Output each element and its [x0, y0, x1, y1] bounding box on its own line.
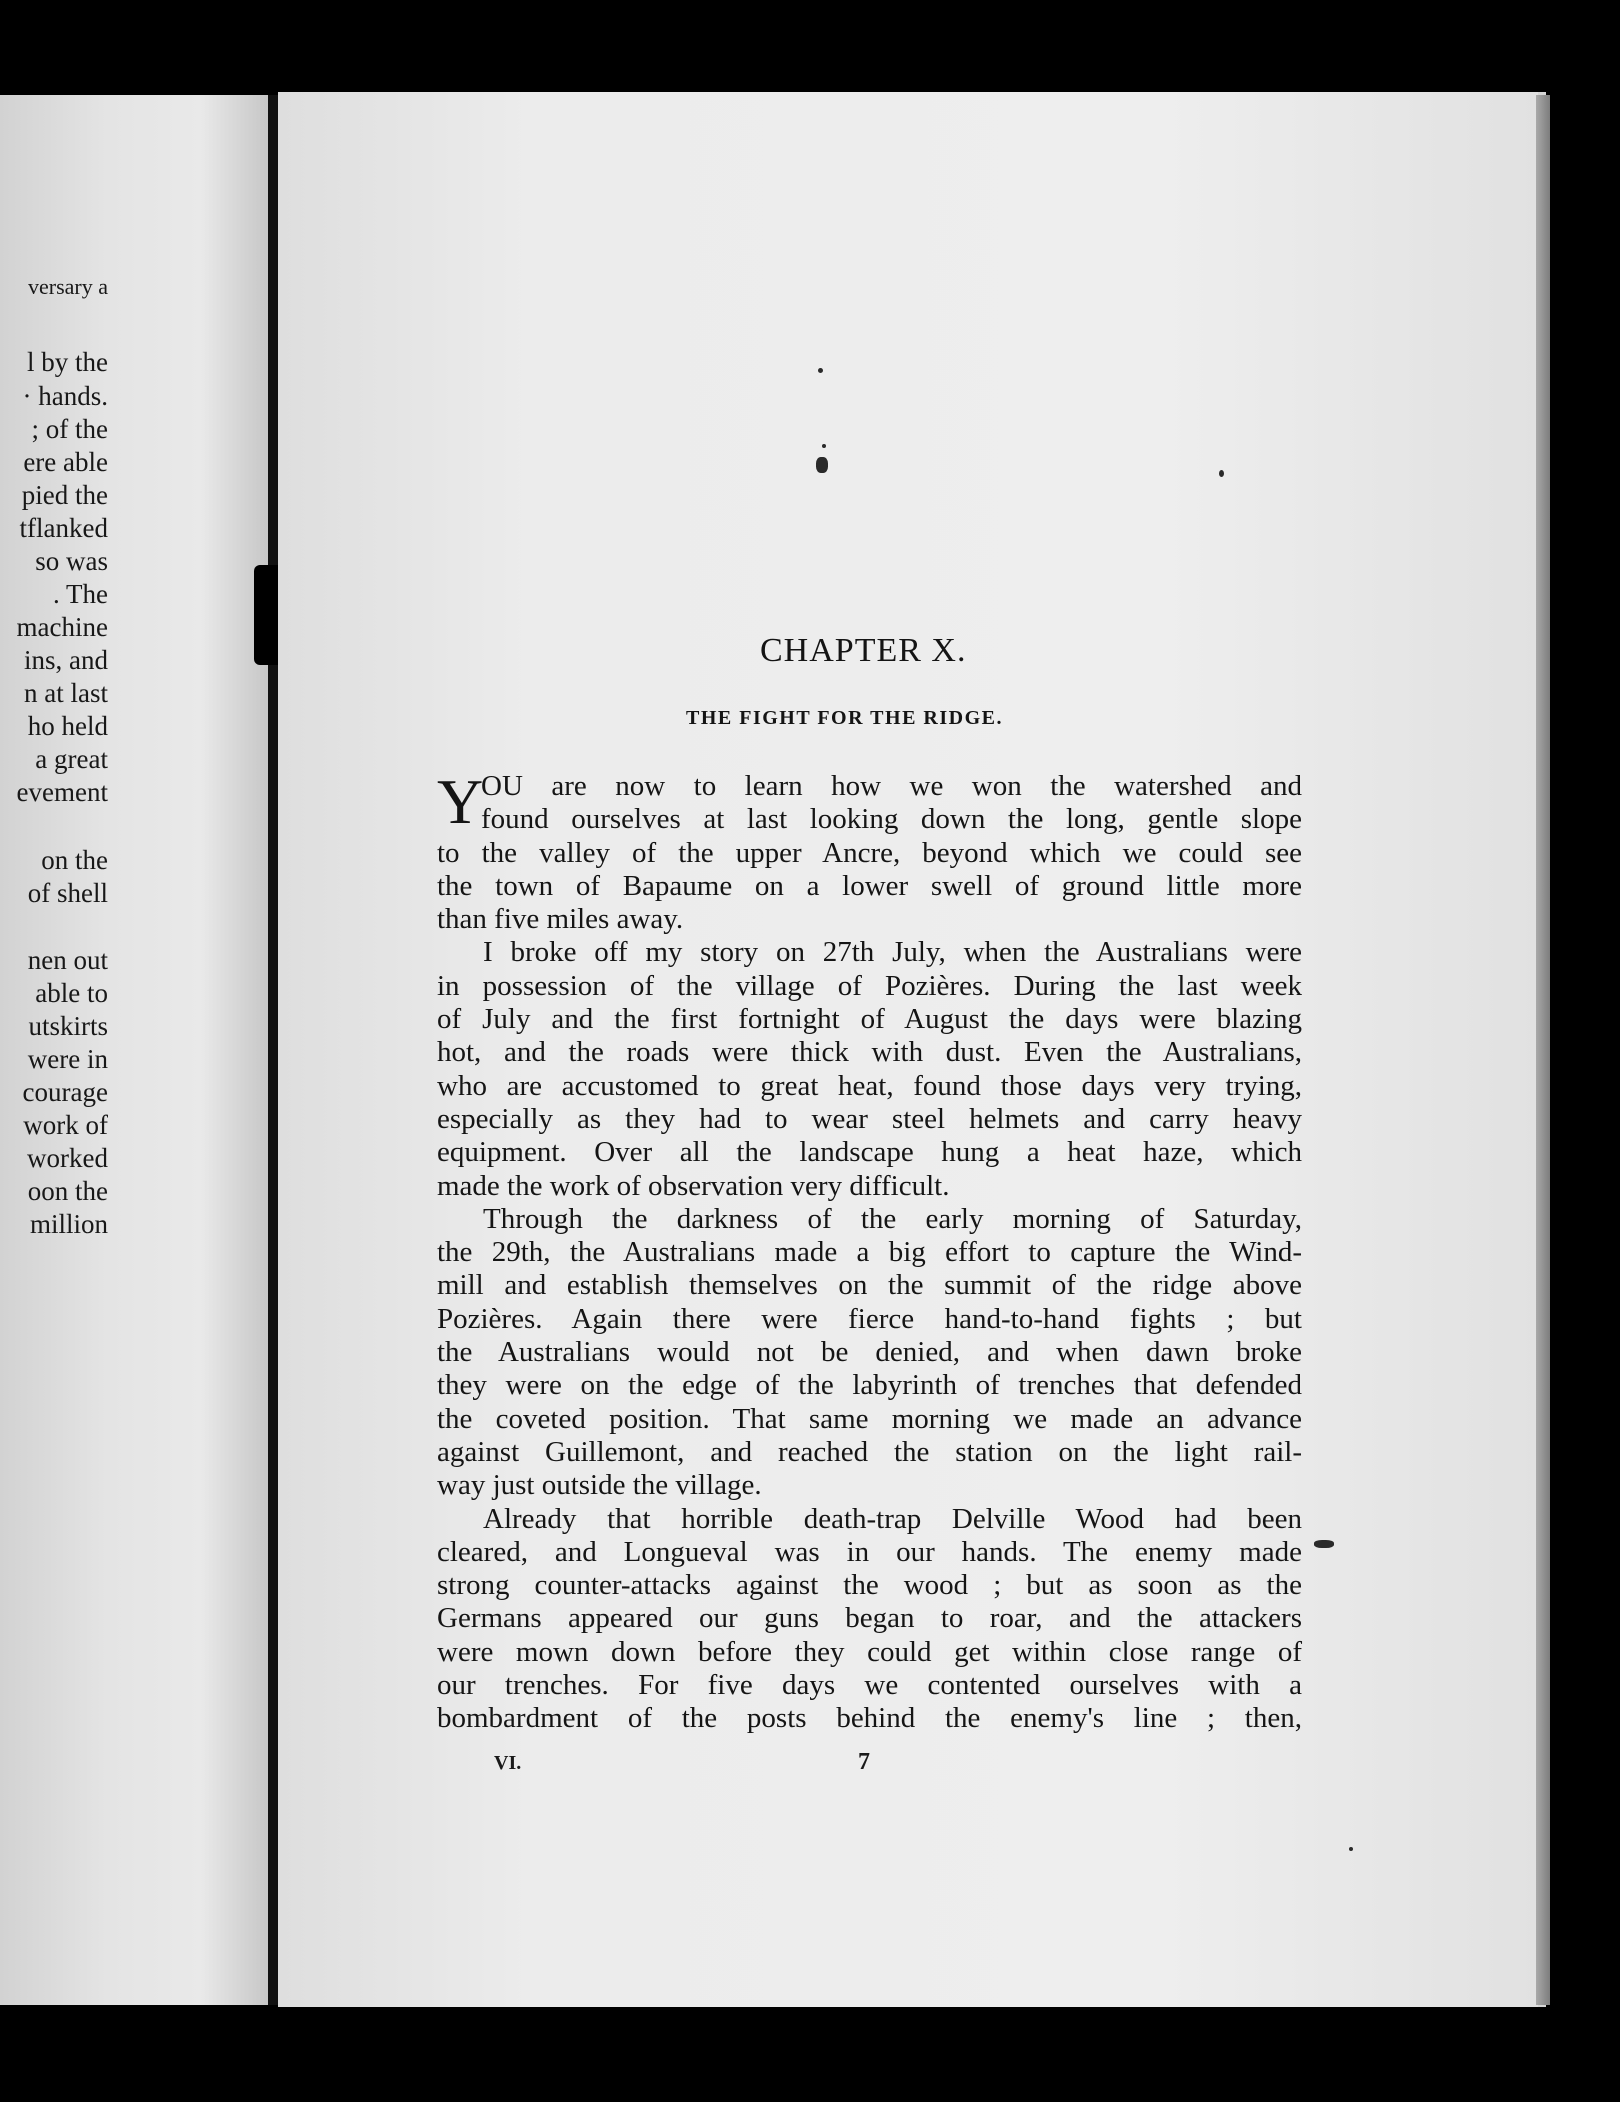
left-page-line: million: [29, 1209, 108, 1239]
left-page-line: nen out: [27, 945, 108, 975]
paper-speck: [822, 444, 826, 448]
left-page-line: tflanked: [19, 513, 108, 543]
left-page-line: courage: [22, 1077, 108, 1107]
left-page-text: [0, 95, 108, 2005]
body-line: in possession of the village of Pozières. During the last week: [437, 969, 1302, 1002]
page-edge: [1536, 95, 1550, 2005]
book-gutter: [268, 95, 278, 2005]
chapter-title: CHAPTER X.: [760, 632, 967, 669]
left-page-line: oon the: [27, 1176, 108, 1206]
body-line: than five miles away.: [437, 903, 684, 936]
body-line: our trenches. For five days we contented ourselves with a: [437, 1669, 1302, 1702]
body-line: mill and establish themselves on the summit of the ridge above: [437, 1269, 1302, 1302]
paper-speck: [816, 457, 828, 473]
body-line: way just outside the village.: [437, 1469, 762, 1502]
left-page-line: · hands.: [22, 381, 108, 411]
paper-speck: [1314, 1540, 1334, 1548]
left-page-line: ins, and: [24, 645, 108, 675]
body-line: equipment. Over all the landscape hung a heat haze, which: [437, 1136, 1302, 1169]
left-page-line: n at last: [24, 678, 108, 708]
body-line: the town of Bapaume on a lower swell of ground little more: [437, 869, 1302, 902]
chapter-subtitle: THE FIGHT FOR THE RIDGE.: [686, 707, 1003, 729]
body-line: I broke off my story on 27th July, when the Australians were: [483, 936, 1302, 969]
left-page-line: ho held: [27, 711, 108, 741]
body-line: who are accustomed to great heat, found those days very trying,: [437, 1069, 1302, 1102]
left-page-line: evement: [16, 777, 108, 807]
left-page-line: l by the: [27, 347, 108, 377]
left-page-line: versary a: [27, 274, 108, 299]
body-line: cleared, and Longueval was in our hands. The enemy made: [437, 1535, 1302, 1568]
left-page-line: machine: [16, 612, 108, 642]
paper-speck: [818, 368, 823, 373]
body-line: hot, and the roads were thick with dust. Even the Australians,: [437, 1036, 1302, 1069]
body-line: they were on the edge of the labyrinth of trenches that defended: [437, 1369, 1302, 1402]
left-page-line: were in: [27, 1044, 108, 1074]
body-line: Germans appeared our guns began to roar, and the attackers: [437, 1602, 1302, 1635]
body-line: were mown down before they could get within close range of: [437, 1635, 1302, 1668]
body-line: the coveted position. That same morning we made an advance: [437, 1402, 1302, 1435]
body-line: OU are now to learn how we won the watershed and: [481, 770, 1302, 802]
body-line: found ourselves at last looking down the long, gentle slope: [481, 803, 1302, 836]
drop-cap: Y: [437, 766, 484, 837]
left-page-line: worked: [27, 1143, 108, 1173]
left-page-line: . The: [53, 579, 108, 609]
body-line: made the work of observation very difficult.: [437, 1169, 950, 1202]
left-page-line: on the: [41, 845, 108, 875]
body-line: Pozières. Again there were fierce hand-to-hand fights ; but: [437, 1302, 1302, 1335]
left-page-line: ere able: [23, 447, 108, 477]
paper-speck: [1349, 1847, 1353, 1851]
left-page-line: pied the: [21, 480, 108, 510]
left-page: [0, 95, 268, 2005]
body-line: the 29th, the Australians made a big effort to capture the Wind-: [437, 1236, 1302, 1269]
left-page-line: able to: [35, 978, 108, 1008]
body-line: to the valley of the upper Ancre, beyond which we could see: [437, 836, 1302, 869]
page-number: 7: [858, 1749, 870, 1775]
body-line: Through the darkness of the early morning of Saturday,: [483, 1202, 1302, 1235]
left-page-line: so was: [35, 546, 108, 576]
body-line: of July and the first fortnight of August the days were blazing: [437, 1003, 1302, 1036]
body-line: against Guillemont, and reached the station on the light rail-: [437, 1435, 1302, 1468]
body-line: especially as they had to wear steel helmets and carry heavy: [437, 1102, 1302, 1135]
left-page-line: of shell: [27, 878, 108, 908]
left-page-line: a great: [35, 744, 108, 774]
body-line: strong counter-attacks against the wood ; but as soon as the: [437, 1569, 1302, 1602]
left-page-line: work of: [23, 1110, 108, 1140]
body-line: Already that horrible death-trap Delville Wood had been: [483, 1502, 1302, 1535]
paper-speck: [1219, 470, 1224, 477]
body-line: the Australians would not be denied, and when dawn broke: [437, 1336, 1302, 1369]
body-line: bombardment of the posts behind the enemy's line ; then,: [437, 1702, 1302, 1735]
left-page-line: utskirts: [28, 1011, 108, 1041]
chapter-body: [437, 766, 1302, 1736]
signature-mark: VI.: [494, 1752, 522, 1774]
left-page-line: ; of the: [31, 414, 108, 444]
